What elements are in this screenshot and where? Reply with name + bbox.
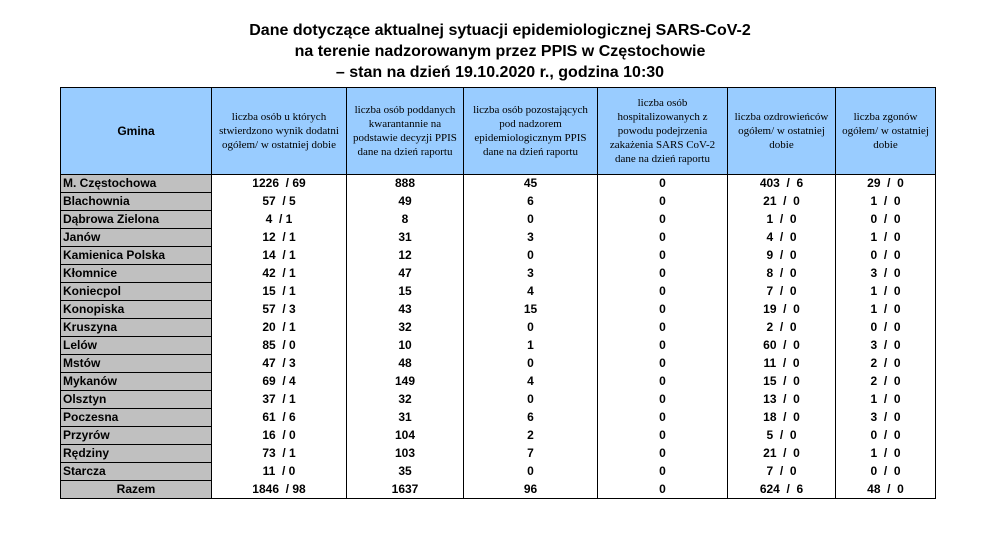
deaths-cell: 2 / 0 — [836, 355, 936, 373]
gmina-cell: Przyrów — [61, 427, 212, 445]
deaths-cell: 0 / 0 — [836, 211, 936, 229]
positive-cell: 42 / 1 — [212, 265, 347, 283]
supervision-cell: 4 — [464, 373, 598, 391]
supervision-cell: 0 — [464, 463, 598, 481]
deaths-cell: 0 / 0 — [836, 247, 936, 265]
column-header-deaths: liczba zgonów ogółem/ w ostatniej dobie — [836, 88, 936, 175]
hospitalized-cell: 0 — [598, 247, 728, 265]
hospitalized-cell: 0 — [598, 355, 728, 373]
positive-cell: 57 / 5 — [212, 193, 347, 211]
positive-cell: 4 / 1 — [212, 211, 347, 229]
table-row — [61, 193, 936, 211]
document-title — [0, 20, 1000, 83]
table-row — [61, 229, 936, 247]
positive-cell: 47 / 3 — [212, 355, 347, 373]
positive-cell: 11 / 0 — [212, 463, 347, 481]
deaths-cell: 29 / 0 — [836, 175, 936, 193]
deaths-cell: 48 / 0 — [836, 481, 936, 499]
deaths-cell: 1 / 0 — [836, 301, 936, 319]
table-row — [61, 391, 936, 409]
hospitalized-cell: 0 — [598, 427, 728, 445]
table-row — [61, 445, 936, 463]
supervision-cell: 3 — [464, 265, 598, 283]
quarantine-cell: 32 — [347, 391, 464, 409]
supervision-cell: 0 — [464, 247, 598, 265]
recovered-cell: 403 / 6 — [728, 175, 836, 193]
recovered-cell: 5 / 0 — [728, 427, 836, 445]
positive-cell: 14 / 1 — [212, 247, 347, 265]
table-body — [61, 175, 936, 499]
hospitalized-cell: 0 — [598, 481, 728, 499]
hospitalized-cell: 0 — [598, 337, 728, 355]
supervision-cell: 0 — [464, 319, 598, 337]
gmina-cell: Mykanów — [61, 373, 212, 391]
deaths-cell: 3 / 0 — [836, 265, 936, 283]
quarantine-cell: 31 — [347, 229, 464, 247]
gmina-cell: Konopiska — [61, 301, 212, 319]
table-row — [61, 337, 936, 355]
hospitalized-cell: 0 — [598, 301, 728, 319]
recovered-cell: 19 / 0 — [728, 301, 836, 319]
hospitalized-cell: 0 — [598, 445, 728, 463]
quarantine-cell: 47 — [347, 265, 464, 283]
column-header-quarantine: liczba osób poddanych kwarantannie na podstawie decyzji PPIS dane na dzień raportu — [347, 88, 464, 175]
hospitalized-cell: 0 — [598, 463, 728, 481]
quarantine-cell: 35 — [347, 463, 464, 481]
recovered-cell: 9 / 0 — [728, 247, 836, 265]
recovered-cell: 8 / 0 — [728, 265, 836, 283]
positive-cell: 37 / 1 — [212, 391, 347, 409]
deaths-cell: 1 / 0 — [836, 445, 936, 463]
quarantine-cell: 103 — [347, 445, 464, 463]
supervision-cell: 4 — [464, 283, 598, 301]
recovered-cell: 13 / 0 — [728, 391, 836, 409]
quarantine-cell: 104 — [347, 427, 464, 445]
gmina-cell: Dąbrowa Zielona — [61, 211, 212, 229]
column-header-positive: liczba osób u których stwierdzono wynik dodatni ogółem/ w ostatniej dobie — [212, 88, 347, 175]
gmina-cell: Janów — [61, 229, 212, 247]
supervision-cell: 96 — [464, 481, 598, 499]
recovered-cell: 7 / 0 — [728, 283, 836, 301]
quarantine-cell: 49 — [347, 193, 464, 211]
positive-cell: 16 / 0 — [212, 427, 347, 445]
title-line-1: Dane dotyczące aktualnej sytuacji epidemiologicznej SARS-CoV-2 — [249, 22, 751, 39]
positive-cell: 15 / 1 — [212, 283, 347, 301]
supervision-cell: 0 — [464, 391, 598, 409]
recovered-cell: 2 / 0 — [728, 319, 836, 337]
recovered-cell: 4 / 0 — [728, 229, 836, 247]
gmina-cell: Starcza — [61, 463, 212, 481]
deaths-cell: 1 / 0 — [836, 283, 936, 301]
gmina-cell: Kłomnice — [61, 265, 212, 283]
quarantine-cell: 8 — [347, 211, 464, 229]
recovered-cell: 21 / 0 — [728, 193, 836, 211]
gmina-cell: Poczesna — [61, 409, 212, 427]
recovered-cell: 7 / 0 — [728, 463, 836, 481]
supervision-cell: 0 — [464, 211, 598, 229]
quarantine-cell: 1637 — [347, 481, 464, 499]
recovered-cell: 21 / 0 — [728, 445, 836, 463]
column-header-recovered: liczba ozdrowieńców ogółem/ w ostatniej dobie — [728, 88, 836, 175]
quarantine-cell: 149 — [347, 373, 464, 391]
gmina-cell: Lelów — [61, 337, 212, 355]
deaths-cell: 1 / 0 — [836, 229, 936, 247]
deaths-cell: 0 / 0 — [836, 319, 936, 337]
supervision-cell: 45 — [464, 175, 598, 193]
deaths-cell: 1 / 0 — [836, 391, 936, 409]
supervision-cell: 6 — [464, 193, 598, 211]
recovered-cell: 11 / 0 — [728, 355, 836, 373]
quarantine-cell: 43 — [347, 301, 464, 319]
table-row — [61, 247, 936, 265]
recovered-cell: 18 / 0 — [728, 409, 836, 427]
table-row — [61, 301, 936, 319]
column-header-hospitalized: liczba osób hospitalizowanych z powodu podejrzenia zakażenia SARS CoV-2 dane na dzień raportu — [598, 88, 728, 175]
positive-cell: 1226 / 69 — [212, 175, 347, 193]
column-header-gmina: Gmina — [61, 88, 212, 175]
deaths-cell: 0 / 0 — [836, 463, 936, 481]
supervision-cell: 15 — [464, 301, 598, 319]
table-row — [61, 409, 936, 427]
deaths-cell: 3 / 0 — [836, 409, 936, 427]
supervision-cell: 7 — [464, 445, 598, 463]
column-header-supervision: liczba osób pozostających pod nadzorem epidemiologicznym PPIS dane na dzień raportu — [464, 88, 598, 175]
recovered-cell: 60 / 0 — [728, 337, 836, 355]
recovered-cell: 15 / 0 — [728, 373, 836, 391]
recovered-cell: 1 / 0 — [728, 211, 836, 229]
table-row — [61, 283, 936, 301]
quarantine-cell: 48 — [347, 355, 464, 373]
data-table — [60, 87, 936, 499]
positive-cell: 69 / 4 — [212, 373, 347, 391]
hospitalized-cell: 0 — [598, 211, 728, 229]
hospitalized-cell: 0 — [598, 175, 728, 193]
table-row — [61, 427, 936, 445]
quarantine-cell: 15 — [347, 283, 464, 301]
hospitalized-cell: 0 — [598, 193, 728, 211]
deaths-cell: 2 / 0 — [836, 373, 936, 391]
table-row — [61, 265, 936, 283]
deaths-cell: 3 / 0 — [836, 337, 936, 355]
title-line-3: – stan na dzień 19.10.2020 r., godzina 10:30 — [335, 64, 665, 81]
table-row — [61, 463, 936, 481]
supervision-cell: 0 — [464, 355, 598, 373]
supervision-cell: 1 — [464, 337, 598, 355]
quarantine-cell: 31 — [347, 409, 464, 427]
gmina-cell: Olsztyn — [61, 391, 212, 409]
title-line-2: na terenie nadzorowanym przez PPIS w Częstochowie — [294, 43, 706, 60]
supervision-cell: 2 — [464, 427, 598, 445]
positive-cell: 61 / 6 — [212, 409, 347, 427]
table-row — [61, 373, 936, 391]
gmina-cell: Kamienica Polska — [61, 247, 212, 265]
supervision-cell: 6 — [464, 409, 598, 427]
hospitalized-cell: 0 — [598, 265, 728, 283]
positive-cell: 57 / 3 — [212, 301, 347, 319]
gmina-cell: Razem — [61, 481, 212, 499]
quarantine-cell: 12 — [347, 247, 464, 265]
positive-cell: 1846 / 98 — [212, 481, 347, 499]
table-row — [61, 355, 936, 373]
hospitalized-cell: 0 — [598, 283, 728, 301]
gmina-cell: Mstów — [61, 355, 212, 373]
recovered-cell: 624 / 6 — [728, 481, 836, 499]
table-row — [61, 175, 936, 193]
deaths-cell: 0 / 0 — [836, 427, 936, 445]
positive-cell: 85 / 0 — [212, 337, 347, 355]
table-row — [61, 211, 936, 229]
gmina-cell: Rędziny — [61, 445, 212, 463]
gmina-cell: M. Częstochowa — [61, 175, 212, 193]
table-row — [61, 319, 936, 337]
supervision-cell: 3 — [464, 229, 598, 247]
hospitalized-cell: 0 — [598, 373, 728, 391]
table-total-row — [61, 481, 936, 499]
table-header-row — [61, 88, 936, 175]
gmina-cell: Kruszyna — [61, 319, 212, 337]
gmina-cell: Blachownia — [61, 193, 212, 211]
positive-cell: 12 / 1 — [212, 229, 347, 247]
positive-cell: 73 / 1 — [212, 445, 347, 463]
hospitalized-cell: 0 — [598, 229, 728, 247]
deaths-cell: 1 / 0 — [836, 193, 936, 211]
quarantine-cell: 10 — [347, 337, 464, 355]
positive-cell: 20 / 1 — [212, 319, 347, 337]
hospitalized-cell: 0 — [598, 319, 728, 337]
gmina-cell: Koniecpol — [61, 283, 212, 301]
quarantine-cell: 888 — [347, 175, 464, 193]
hospitalized-cell: 0 — [598, 391, 728, 409]
quarantine-cell: 32 — [347, 319, 464, 337]
hospitalized-cell: 0 — [598, 409, 728, 427]
